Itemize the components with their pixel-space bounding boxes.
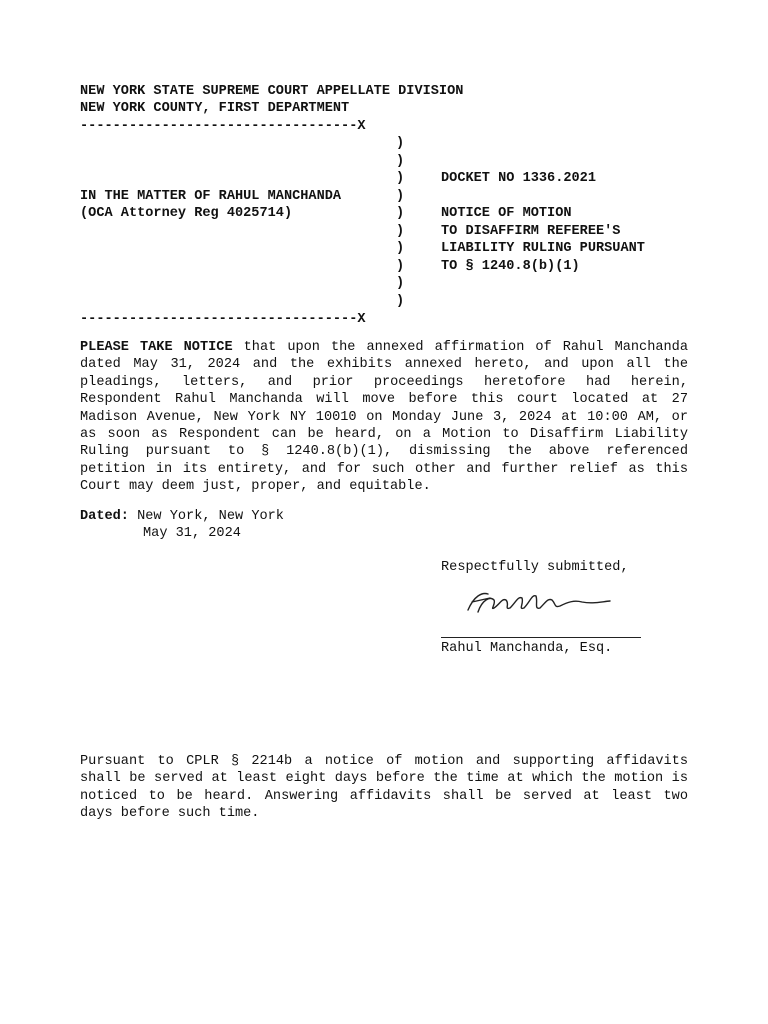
signer-name: Rahul Manchanda, Esq. xyxy=(441,641,613,656)
notice-body-text: that upon the annexed affirmation of Rahul Manchanda dated May 31, 2024 and the exhibits annexed hereto, and upon all the pleadings, letters, and prior proceedings heretofore had herein, Respondent Rahul Manchanda will move before this court located at 27 Madison Avenue, New York NY 10010 on Monday June 3, 2024 at 10:00 AM, or as soon as Respondent can be heard, on a Motion to Disaffirm Liability Ruling pursuant to § 1240.8(b)(1), dismissing the above referenced petition in its entirety, and for such other and further relief as this Court may deem just, proper, and equitable. xyxy=(80,340,688,495)
caption-paren: ) xyxy=(396,136,405,151)
notice-title-line: LIABILITY RULING PURSUANT xyxy=(441,241,645,256)
notice-lead: PLEASE TAKE NOTICE xyxy=(80,340,233,355)
dated-label: Dated: xyxy=(80,509,129,524)
dated-line xyxy=(80,508,284,525)
notice-title-line: NOTICE OF MOTION xyxy=(441,206,572,221)
caption-paren: ) xyxy=(396,154,405,169)
cplr-footnote: Pursuant to CPLR § 2214b a notice of motion and supporting affidavits shall be served at least eight days before the time at which the motion is noticed to be heard. Answering affidavits shall be served at least two days before such time. xyxy=(80,754,688,822)
signature-line xyxy=(441,637,641,638)
matter-registration: (OCA Attorney Reg 4025714) xyxy=(80,206,293,221)
docket-number: DOCKET NO 1336.2021 xyxy=(441,171,596,186)
court-county-line: NEW YORK COUNTY, FIRST DEPARTMENT xyxy=(80,101,350,116)
notice-title-line: TO DISAFFIRM REFEREE'S xyxy=(441,224,621,239)
handwritten-signature xyxy=(460,586,620,618)
caption-paren: ) xyxy=(396,224,405,239)
caption-paren: ) xyxy=(396,171,405,186)
dated-place: New York, New York xyxy=(128,509,284,524)
caption-paren: ) xyxy=(396,259,405,274)
matter-title: IN THE MATTER OF RAHUL MANCHANDA xyxy=(80,189,342,204)
closing-text: Respectfully submitted, xyxy=(441,560,629,575)
notice-title-line: TO § 1240.8(b)(1) xyxy=(441,259,580,274)
caption-border-bottom: ----------------------------------X xyxy=(80,312,366,327)
caption-border-top: ----------------------------------X xyxy=(80,119,366,134)
notice-body-paragraph xyxy=(80,339,688,496)
caption-paren: ) xyxy=(396,206,405,221)
caption-paren: ) xyxy=(396,276,405,291)
caption-paren: ) xyxy=(396,241,405,256)
caption-paren: ) xyxy=(396,189,405,204)
court-name-line: NEW YORK STATE SUPREME COURT APPELLATE DIVISION xyxy=(80,84,464,99)
caption-paren: ) xyxy=(396,294,405,309)
dated-date: May 31, 2024 xyxy=(143,526,241,541)
